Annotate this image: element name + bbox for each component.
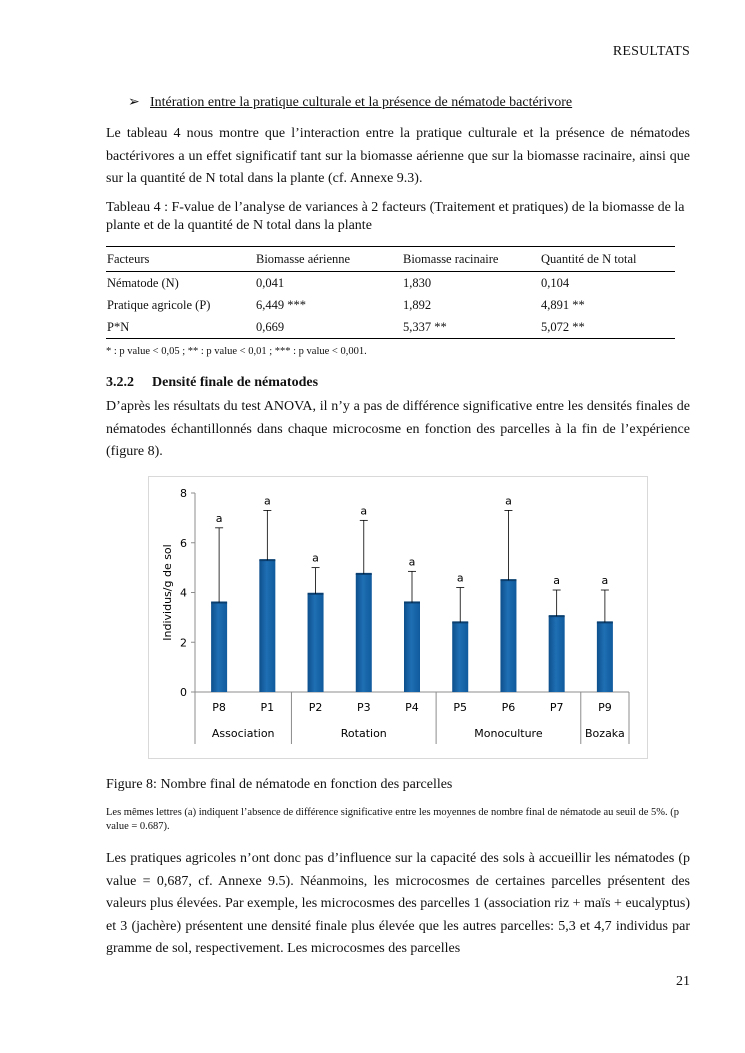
bar-p8 bbox=[211, 602, 227, 692]
figure-8-frame bbox=[148, 476, 648, 759]
significance-letter: a bbox=[601, 574, 609, 588]
group-label: Monoculture bbox=[474, 727, 543, 740]
table-cell: 1,830 bbox=[403, 275, 432, 290]
table-cell: 5,072 ** bbox=[540, 316, 675, 339]
bar-p5 bbox=[452, 622, 468, 692]
significance-letter: a bbox=[505, 494, 512, 508]
category-label: P9 bbox=[598, 701, 612, 714]
category-label: P8 bbox=[212, 701, 226, 714]
bar-chart bbox=[149, 477, 647, 758]
bar-p3 bbox=[356, 574, 372, 692]
y-tick-label: 2 bbox=[180, 636, 187, 650]
category-label: P7 bbox=[549, 701, 564, 714]
table-cell: Pratique agricole (P) bbox=[107, 297, 211, 312]
group-label: Bozaka bbox=[585, 727, 625, 740]
y-axis-label: Individus/g de sol bbox=[161, 544, 174, 641]
significance-letter: a bbox=[456, 571, 464, 585]
significance-letter: a bbox=[408, 555, 416, 569]
table-row bbox=[106, 294, 675, 316]
section-number: 3.2.2 bbox=[106, 375, 134, 390]
table-header-cell: Facteurs bbox=[106, 247, 255, 272]
table-cell: 1,892 bbox=[403, 297, 432, 312]
section-heading bbox=[106, 375, 318, 391]
category-label: P1 bbox=[260, 701, 275, 714]
table-header-cell: Quantité de N total bbox=[540, 247, 675, 272]
table-cell: 0,104 bbox=[541, 275, 570, 290]
table-cell: 0,669 bbox=[255, 316, 402, 339]
bar-p7 bbox=[549, 616, 565, 692]
bar-p9 bbox=[597, 622, 613, 692]
significance-letter: a bbox=[312, 551, 319, 565]
group-label: Rotation bbox=[340, 727, 387, 740]
significance-letter: a bbox=[215, 511, 223, 525]
category-label: P3 bbox=[356, 701, 371, 714]
significance-letter: a bbox=[553, 574, 561, 588]
table-header-cell: Biomasse racinaire bbox=[402, 247, 540, 272]
y-tick-label: 8 bbox=[180, 487, 187, 500]
bar-p4 bbox=[404, 602, 420, 692]
table-cell: P*N bbox=[106, 316, 255, 339]
paragraph-3: Les pratiques agricoles n’ont donc pas d’influence sur la capacité des sols à accueillir les nématodes (p value = 0,687, cf. Annexe 9.5). Néanmoins, les microcosmes de certaines parcelles présentent des valeurs plus élevées. Par exemple, les microcosmes des parcelles 1 (association riz + maïs + eucalyptus) et 3 (jachère) présentent une densité finale plus élevée que les autres parcelles: 5,3 et 4,7 individus par gramme de sol, respectivement. Les microcosmes des parcelles bbox=[106, 851, 690, 956]
bar-p2 bbox=[308, 594, 324, 692]
section-title: Densité finale de nématodes bbox=[152, 375, 319, 390]
bar-p1 bbox=[259, 560, 275, 692]
subsection-heading bbox=[128, 94, 572, 111]
bar-p6 bbox=[500, 580, 516, 692]
table-cell: 0,041 bbox=[256, 275, 285, 290]
y-tick-label: 6 bbox=[180, 536, 187, 550]
table-footnote: * : p value < 0,05 ; ** : p value < 0,01 ; *** : p value < 0,001. bbox=[106, 346, 367, 357]
running-title: RESULTATS bbox=[612, 44, 690, 59]
subsection-title: Intération entre la pratique culturale et la présence de nématode bactérivore bbox=[150, 95, 573, 110]
page-number: 21 bbox=[676, 974, 690, 989]
significance-letter: a bbox=[263, 494, 271, 508]
table-cell: 6,449 *** bbox=[256, 297, 306, 312]
table-cell: 5,337 ** bbox=[402, 316, 540, 339]
paragraph-2: D’après les résultats du test ANOVA, il n’y a pas de différence significative entre les densités finales de nématodes échantillonnés dans chaque microcosme en fonction des parcelles à la fin de l’expérience (figure 8). bbox=[106, 399, 690, 459]
category-label: P4 bbox=[405, 701, 419, 714]
anova-table bbox=[106, 246, 675, 339]
table-row bbox=[106, 272, 675, 295]
table-4-caption: Tableau 4 : F-value de l’analyse de variances à 2 facteurs (Traitement et pratiques) de la biomasse de la plante et de la quantité de N total dans la plante bbox=[106, 200, 685, 233]
category-label: P6 bbox=[501, 701, 516, 714]
table-row bbox=[106, 316, 675, 339]
y-tick-label: 0 bbox=[180, 686, 187, 699]
significance-letter: a bbox=[360, 504, 368, 518]
group-label: Association bbox=[211, 727, 275, 740]
paragraph-1: Le tableau 4 nous montre que l’interaction entre la pratique culturale et la présence de nématodes bactérivores a un effet significatif tant sur la biomasse aérienne que sur la biomasse racinaire, ainsi que sur la quantité de N total dans la plante (cf. Annexe 9.3). bbox=[106, 126, 690, 186]
table-cell: 4,891 ** bbox=[541, 297, 585, 312]
table-cell: Nématode (N) bbox=[107, 275, 179, 290]
category-label: P5 bbox=[453, 701, 468, 714]
table-header-cell: Biomasse aérienne bbox=[255, 247, 402, 272]
category-label: P2 bbox=[308, 701, 323, 714]
arrow-bullet-icon: ➢ bbox=[128, 95, 140, 110]
figure-8-caption: Figure 8: Nombre final de nématode en fonction des parcelles bbox=[106, 777, 453, 792]
figure-8-note: Les mêmes lettres (a) indiquent l’absence de différence significative entre les moyennes de nombre final de nématode au seuil de 5%. (p value = 0.687). bbox=[106, 807, 680, 832]
table-header-row bbox=[106, 247, 675, 272]
y-tick-label: 4 bbox=[180, 586, 187, 600]
